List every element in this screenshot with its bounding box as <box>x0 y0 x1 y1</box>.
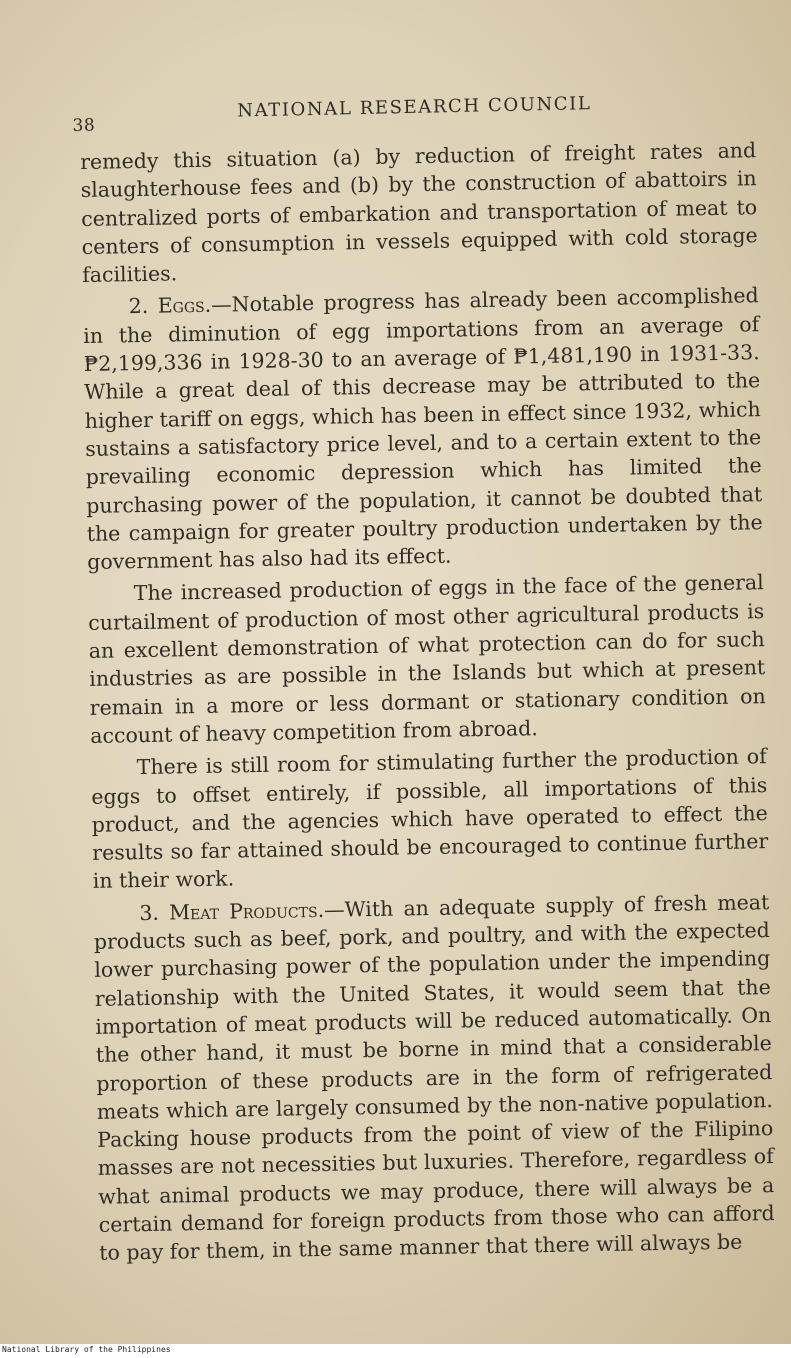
paragraph-continuation <box>80 136 758 289</box>
paragraph-text: remedy this situation (a) by reduction of freight rates and slaughterhouse fees and (b) by the construction of abattoirs in centralized ports of embarkation and transportation of meat to centers of consumption in vessels equipped with cold storage facilities. <box>80 138 758 288</box>
paragraph-text: The increased production of eggs in the face of the general curtailment of production of most other agricultural products is an excellent demonstration of what protection can do for such industries as are possible in the Islands but which at present remain in a more or less dormant or stationary condition on account of heavy competition from abroad. <box>88 570 766 748</box>
paragraph-text: —With an adequate supply of fresh meat products such as beef, pork, and poultry, and with the expected lower purchasing power of the population under the impending relationship with the United States, it would seem that the importation of meat products will be reduced automatically. On the other hand, it must be borne in mind that a considerable proportion of these products are in the form of refrigerated meats which are largely consumed by the non-native population. Packing house products from the point of view of the Filipino masses are not necessities but luxuries. Therefore, regardless of what animal products we may produce, there will always be a certain demand for foreign products from those who can afford to pay for them, in the same manner that there will always be <box>93 889 775 1266</box>
paragraph-eggs <box>83 282 764 577</box>
section-number: 3. <box>139 900 160 925</box>
paragraph-text: There is still room for stimulating further the production of eggs to offset entirely, if possible, all importations of this product, and the agencies which have operated to effect the results so far attained should be encouraged to continue further in their work. <box>91 744 769 894</box>
paragraph-egg-production <box>88 569 767 751</box>
paragraph-text: —Notable progress has already been accomplished in the diminution of egg importations from an average of ₱2,199,336 in 1928-30 to an average of ₱1,481,190 in 1931-33. While a great deal of this decrease may be attributed to the higher tariff on eggs, which has been in effect since 1932, which sustains a satisfactory price level, and to a certain extent to the prevailing economic depression which has limited the purchasing power of the population, it cannot be doubted that the campaign for greater poultry production undertaken by the government has also had its effect. <box>83 283 763 575</box>
section-number: 2. <box>128 294 149 319</box>
library-watermark: National Library of the Philippines <box>2 1345 171 1354</box>
body-text <box>80 136 775 1267</box>
footer-strip <box>0 1344 791 1358</box>
running-head: NATIONAL RESEARCH COUNCIL <box>237 93 592 122</box>
paragraph-meat-products <box>93 888 775 1268</box>
section-heading: Eggs. <box>157 293 212 319</box>
page-number: 38 <box>72 115 96 136</box>
page-header <box>72 86 763 134</box>
section-heading: Meat Products. <box>168 897 325 925</box>
paragraph-stimulating-production <box>91 742 769 895</box>
